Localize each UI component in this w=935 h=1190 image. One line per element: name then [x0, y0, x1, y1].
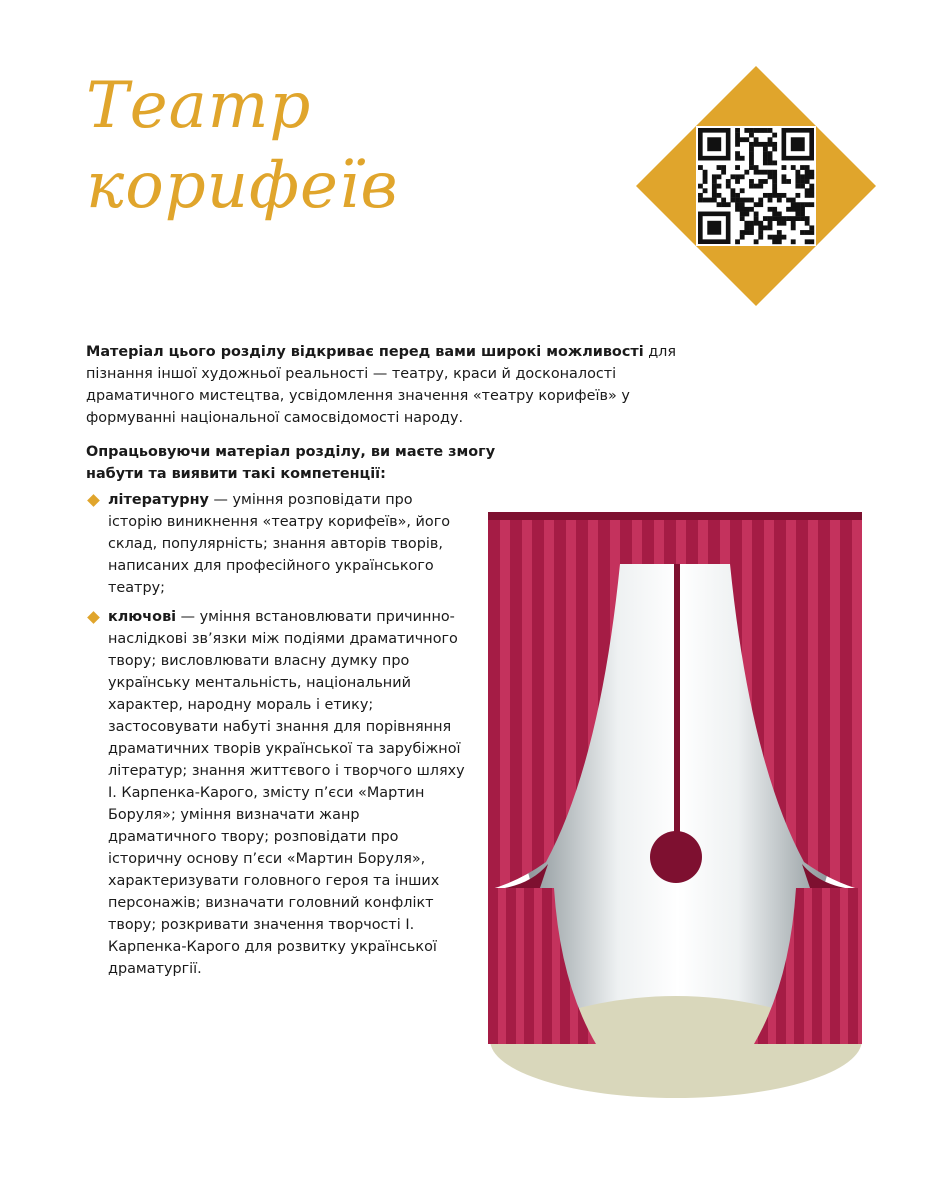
title-line-2: корифеїв	[86, 149, 399, 223]
title-line-1: Театр	[86, 69, 312, 143]
intro-paragraph	[86, 341, 686, 429]
competence-text: — уміння розповідати про історію виникнення «театру корифеїв», його склад, популярність; знання авторів творів, написаних для професійного українського театру;	[108, 492, 451, 596]
competences-list	[86, 489, 466, 987]
section-title	[86, 66, 399, 226]
competence-text: — уміння встановлювати причинно-наслідкові зв’язки між подіями драматичного твору; висловлювати власну думку про українську ментальність, національний характер, народну мораль і етику; застосовувати набуті знання для порівняння драматичних творів української та зарубіжної літератур; знання життєвого і творчого шляху І. Карпенка-Карого, змісту п’єси «Мартин Боруля»; уміння визначати жанр драматичного твору; розповідати про історичну основу п’єси «Мартин Боруля», характеризувати головного героя та інших персонажів; визначати головний конфлікт твору; розкривати значення творчості І. Карпенка-Карого для розвитку української драматургії.	[108, 609, 465, 977]
theater-curtain-illustration	[488, 512, 862, 1100]
diamond-bullet-icon	[87, 494, 100, 507]
curtain-graphic	[488, 512, 862, 1100]
competence-term: літературну	[108, 492, 209, 508]
diamond-bullet-icon	[87, 611, 100, 624]
qr-diamond-graphic	[636, 66, 876, 306]
competence-term: ключові	[108, 609, 177, 625]
intro-rest: для пізнання іншої художньої реальності — театру, краси й досконалості драматичного мистецтва, усвідомлення значення «театру корифеїв» у формуванні національної самосвідомості народу.	[86, 344, 677, 426]
qr-code-icon[interactable]	[636, 66, 876, 306]
list-item	[86, 489, 466, 599]
competences-heading: Опрацьовуючи матеріал розділу, ви маєте змогу набути та виявити такі компетенції:	[86, 444, 496, 482]
intro-lead: Матеріал цього розділу відкриває перед вами широкі можливості	[86, 344, 644, 360]
list-item	[86, 606, 466, 980]
